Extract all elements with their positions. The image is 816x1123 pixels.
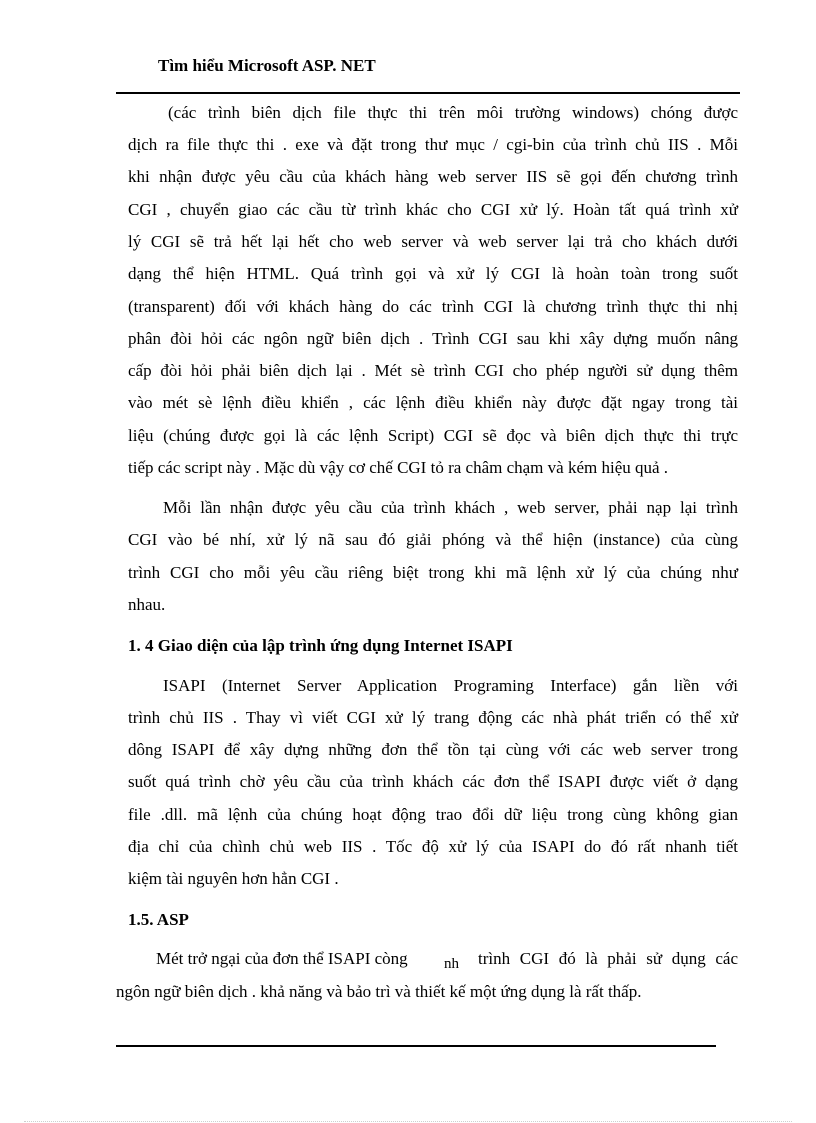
body-line: ISAPI (Internet Server Application Programing Interface) gắn liền với bbox=[163, 676, 738, 695]
body-line: (các trình biên dịch file thực thi trên môi trường windows) chóng được bbox=[168, 103, 738, 122]
body-line: suốt quá trình chờ yêu cầu của trình khách các đơn thể ISAPI được viết ở dạng bbox=[128, 772, 738, 791]
body-line: trình chủ IIS . Thay vì viết CGI xử lý trang động các nhà phát triển có thể xử bbox=[128, 708, 738, 727]
body-line: Mét trở ngại của đơn thể ISAPI còng bbox=[156, 949, 408, 968]
body-line-fragment: nh bbox=[444, 956, 459, 972]
body-line: phân đòi hỏi các ngôn ngữ biên dịch . Trình CGI sau khi xây dựng muốn nâng bbox=[128, 329, 738, 348]
body-line: (transparent) đối với khách hàng do các trình CGI là chương trình thực thi nhị bbox=[128, 297, 738, 316]
body-line: lý CGI sẽ trả hết lại hết cho web server và web server lại trả cho khách dưới bbox=[128, 232, 738, 251]
body-line: cấp đòi hỏi phải biên dịch lại . Mét sè trình CGI cho phép người sử dụng thêm bbox=[128, 361, 738, 380]
body-line: vào mét sè lệnh điều khiển , các lệnh điều khiển này được đặt ngay trong tài bbox=[128, 393, 738, 412]
body-line: Mỗi lần nhận được yêu cầu của trình khách , web server, phải nạp lại trình bbox=[163, 498, 738, 517]
body-line: khi nhận được yêu cầu của khách hàng web server IIS sẽ gọi đến chương trình bbox=[128, 167, 738, 186]
body-line: file .dll. mã lệnh của chúng hoạt động trao đổi dữ liệu trong cùng không gian bbox=[128, 805, 738, 824]
body-line: dông ISAPI để xây dựng những đơn thể tồn tại cùng với các web server trong bbox=[128, 740, 738, 759]
body-line: kiệm tài nguyên hơn hẳn CGI . bbox=[128, 869, 339, 888]
body-line: nhau. bbox=[128, 595, 166, 614]
body-line: dạng thể hiện HTML. Quá trình gọi và xử lý CGI là hoàn toàn trong suốt bbox=[128, 264, 738, 283]
body-line: CGI vào bé nhí, xử lý nã sau đó giải phóng và thể hiện (instance) của cùng bbox=[128, 530, 738, 549]
section-heading: 1.5. ASP bbox=[128, 910, 189, 929]
body-line: CGI , chuyển giao các cầu từ trình khác cho CGI xử lý. Hoàn tất quá trình xử bbox=[128, 200, 738, 219]
header-rule bbox=[116, 92, 740, 94]
page-edge-line bbox=[24, 1121, 792, 1122]
body-line: trình CGI cho mỗi yêu cầu riêng biệt trong khi mã lệnh xử lý của chúng như bbox=[128, 563, 738, 582]
body-line: ngôn ngữ biên dịch . khả năng và bảo trì và thiết kế một ứng dụng là rất thấp. bbox=[116, 982, 642, 1001]
body-line: trình CGI đó là phải sử dụng các bbox=[478, 949, 738, 968]
body-line: dịch ra file thực thi . exe và đặt trong thư mục / cgi-bin của trình chủ IIS . Mỗi bbox=[128, 135, 738, 154]
body-line: tiếp các script này . Mặc dù vậy cơ chế CGI tỏ ra châm chạm và kém hiệu quả . bbox=[128, 458, 669, 477]
body-line: liệu (chúng được gọi là các lệnh Script) CGI sẽ đọc và biên dịch thực thi trực bbox=[128, 426, 738, 445]
section-heading: 1. 4 Giao diện của lập trình ứng dụng Internet ISAPI bbox=[128, 636, 513, 655]
document-header-title: Tìm hiểu Microsoft ASP. NET bbox=[158, 56, 376, 75]
footer-rule bbox=[116, 1045, 716, 1047]
body-line: địa chỉ của chình chủ web IIS . Tốc độ xử lý của ISAPI do đó rất nhanh tiết bbox=[128, 837, 738, 856]
